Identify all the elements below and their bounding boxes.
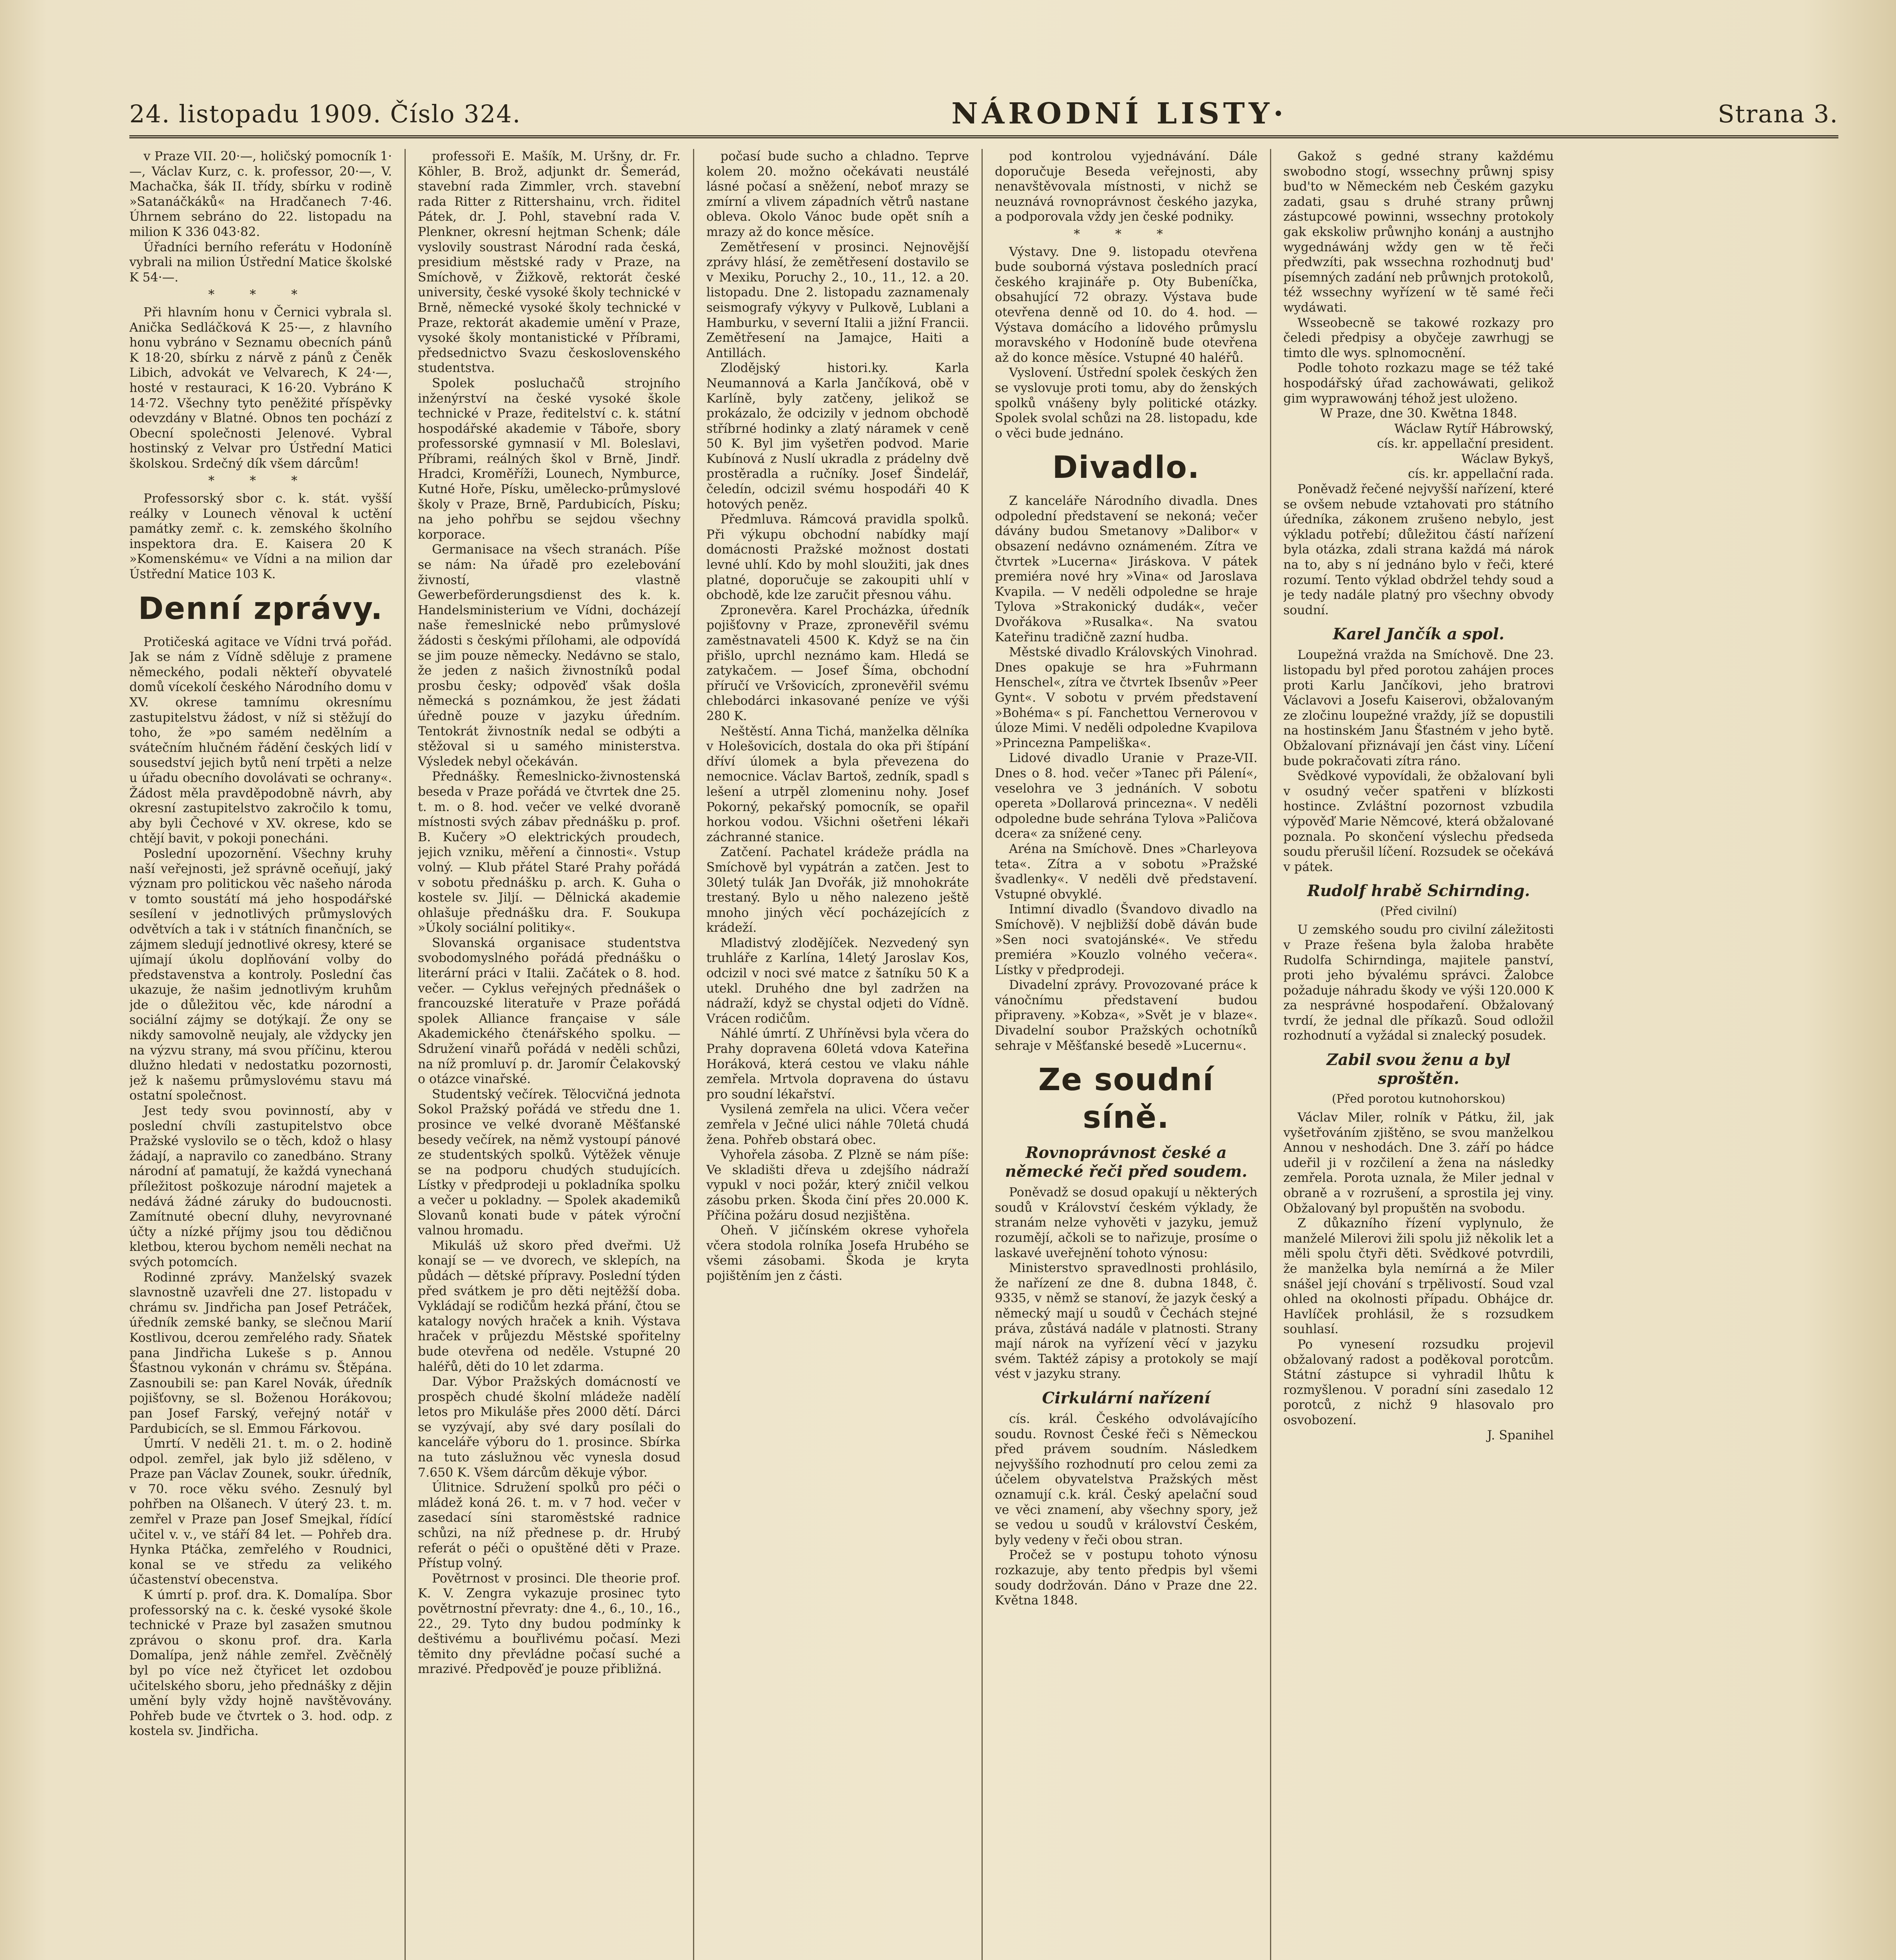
paragraph: Zlodějský histori.ky. Karla Neumannová a Karla Jančíková, obě v Karlíně, byly zatčeny, jelikož se prokázalo, že odcizily v jednom obchodě stříbrné hodinky a zlatý náramek v ceně 50 K. Byl jim vyšetřen podvod. Marie Kubínová z Nuslí ukradla z prádelny dvě prostěradla a ručníky. Josef Šindelář, čeledín, odcizil svému hospodáři 40 K hotových peněz. [706, 361, 969, 512]
column-rule [693, 149, 694, 1960]
paragraph: Spolek posluchačů strojního inženýrství na české vysoké škole technické v Praze, ředitelství c. k. státní hospodářské akademie v Táboře, sbory professorské gymnasií v Ml. Boleslavi, Příbrami, reálných škol v Brně, Jindř. Hradci, Kroměříži, Lounech, Nymburce, Kutné Hoře, Písku, umělecko-průmyslové školy v Praze, Brně, Pardubicích, Písku; na jeho pohřbu se sejdou všechny korporace. [418, 376, 680, 542]
paragraph: Náhlé úmrtí. Z Uhříněvsi byla včera do Prahy dopravena 60letá vdova Kateřina Horáková, která cestou ve vlaku náhle zemřela. Mrtvola dopravena do ústavu pro soudní lékařství. [706, 1027, 969, 1102]
paragraph: Po vynesení rozsudku projevil obžalovaný radost a poděkoval porotcům. Státní zástupce si vyhradil lhůtu k rozmyšlenou. V poradní síni zasedalo 12 porotců, z nichž 9 hlasovalo pro osvobození. [1283, 1337, 1554, 1427]
paragraph: Vysilená zemřela na ulici. Včera večer zemřela v Ječné ulici náhle 70letá chudá žena. Pohřeb obstará obec. [706, 1102, 969, 1147]
paragraph: Studentský večírek. Tělocvičná jednota Sokol Pražský pořádá ve středu dne 1. prosince ve velké dvoraně Měšťanské besedy večírek, na němž vystoupí pánové ze studentských spolků. Výtěžek věnuje se na podporu chudých studujících. Lístky v předprodeji u pokladníka spolku a večer u pokladny. — Spolek akademiků Slovanů konati bude v pátek výroční valnou hromadu. [418, 1087, 680, 1238]
page-number: Strana 3. [1718, 99, 1838, 128]
paragraph: Poněvadž se dosud opakují u některých soudů v Království českém výklady, že stranám nelze vyhověti v jazyku, jemuž rozumějí, ačkoli se to nařizuje, prosíme o laskavé uveřejnění tohoto výnosu: [995, 1185, 1257, 1260]
paragraph: v Praze VII. 20·—, holičský pomocník 1·—, Václav Kurz, c. k. professor, 20·—, V. Machačka, šák II. třídy, sbírku v rodině »Satanáčkáků« na Hradčanech 7·46. Úhrnem sebráno do 22. listopadu na milion K 336 043·82. [129, 149, 392, 239]
masthead-title: NÁRODNÍ LISTY· [951, 97, 1288, 131]
article-heading: Rovnoprávnost české a německé řeči před soudem. [1005, 1143, 1248, 1181]
paragraph: Professorský sbor c. k. stát. vyšší reálky v Lounech věnoval k uctění památky zemř. c. k. zemského školního inspektora dra. E. Kaisera 20 K »Komenskému« ve Vídni a na milion dar Ústřední Matice 103 K. [129, 492, 392, 582]
paragraph: Germanisace na všech stranách. Píše se nám: Na úřadě pro ezelebování živností, vlastně Gewerbeförderungsdienst des k. k. Handelsministerium ve Vídni, docházejí naše řemeslnické nebo průmyslové žádosti s českými přílohami, ale odpovídá se jim pouze německy. Nedávno se stalo, že jeden z našich živnostníků podal prosbu česky; odpověď však došla německá s poznámkou, že jest žádati úředně pouze v jazyku úředním. Tentokrát živnostník nedal se odbýti a stěžoval si u samého ministerstva. Výsledek nebyl očekáván. [418, 543, 680, 769]
column-5 [1283, 149, 1554, 1960]
divider: * * * [208, 288, 313, 302]
paragraph: Dar. Výbor Pražských domácností ve prospěch chudé školní mládeže nadělí letos pro Mikuláše přes 2000 dětí. Dárci se vyzývají, aby své dary posílali do kanceláře výboru do 1. prosince. Sbírka na tuto záslužnou věc vynesla dosud 7.650 K. Všem dárcům děkuje výbor. [418, 1375, 680, 1480]
paragraph: K úmrtí p. prof. dra. K. Domalípa. Sbor professorský na c. k. české vysoké škole technické v Praze byl zasažen smutnou zprávou o skonu prof. dra. Karla Domalípa, jenž náhle zemřel. Zvěčnělý byl po více než čtyřicet let ozdobou učitelského sboru, jeho přednášky z dějin umění byly vždy hojně navštěvovány. Pohřeb bude ve čtvrtek o 3. hod. odp. z kostela sv. Jindřicha. [129, 1588, 392, 1739]
paragraph: Pročež se v postupu tohoto výnosu rozkazuje, aby tento předpis byl všemi soudy dodržován. Dáno v Praze dne 22. Května 1848. [995, 1548, 1257, 1608]
paragraph: cís. král. Českého odvolávajícího soudu. Rovnost České řeči s Německou před právem soudním. Následkem nejvyššího rozhodnutí pro celou zemi za účelem obyvatelstva Pražských měst oznamují c.k. král. Český apelační soud ve věci znamení, aby všechny spory, jež se vedou u soudů v království Českém, byly vedeny v řeči obou stran. [995, 1412, 1257, 1547]
date-line: W Praze, dne 30. Kwětna 1848. [1320, 407, 1517, 421]
paragraph: Podle tohoto rozkazu mage se též také hospodářský úřad zachowáwati, gelikož gim wyprawowánj téhož jest uloženo. [1283, 361, 1554, 406]
article-subheading: (Před civilní) [1380, 904, 1457, 918]
paragraph: Svědkové vypovídali, že obžalovaní byli v osudný večer spatřeni v blízkosti hostince. Zvláštní pozornost vzbudila výpověď Marie Němcové, která obžalované poznala. Po skončení výslechu předseda soudu přerušil líčení. Rozsudek se očekává v pátek. [1283, 769, 1554, 874]
column-rule [1270, 149, 1271, 1960]
paragraph: Václav Miler, rolník v Pátku, žil, jak vyšetřováním zjištěno, se svou manželkou Annou v neshodách. Dne 3. září po hádce udeřil ji v rozčilení a žena na následky zemřela. Porota uznala, že Miler jednal v obraně a v rozrušení, a sprostila jej viny. Obžalovaný byl propuštěn na svobodu. [1283, 1111, 1554, 1216]
paragraph: počasí bude sucho a chladno. Teprve kolem 20. možno očekávati neustálé lásné počasí a sněžení, neboť mrazy se zmírní a vlivem západních větrů nastane obleva. Okolo Vánoc bude opět sníh a mrazy až do konce měsíce. [706, 149, 969, 239]
article-heading: Rudolf hrabě Schirnding. [1307, 882, 1530, 900]
paragraph: Divadelní zprávy. Provozované práce k vánočnímu představení budou připraveny. »Kobza«, »Svět je v blaze«. Divadelní soubor Pražských ochotníků sehraje v Měšťanské besedě »Lucernu«. [995, 978, 1257, 1053]
paragraph: Wsseobecně se takowé rozkazy pro čeledi předpisy a obyčeje zawrhugj se timto dle wys. splnomocnění. [1283, 316, 1554, 360]
column-rule [405, 149, 406, 1960]
paragraph: professoři E. Mašík, M. Uršny, dr. Fr. Köhler, B. Brož, adjunkt dr. Šemerád, stavební rada Zimmler, vrch. stavební rada Ritter z Rittershainu, vrch. řiditel Pátek, dr. J. Pohl, stavební rada V. Plenkner, okresní hejtman Schenk; dále vyslovily soustrast Národní rada česká, presidium městské rady v Praze, na Smíchově, v Žižkově, rektorát české university, české vysoké školy technické v Brně, německé vysoké školy technické v Praze, rektorát akademie umění v Praze, vysoké školy montanistické v Příbrami, předsednictvo Svazu československého studentstva. [418, 149, 680, 376]
section-heading: Divadlo. [1052, 450, 1200, 486]
divider: * * * [208, 474, 313, 488]
paragraph: Zatčení. Pachatel krádeže prádla na Smíchově byl vypátrán a zatčen. Jest to 30letý tulák Jan Dvořák, již mnohokráte trestaný. Bylo u něho nalezeno ještě mnoho jiných věcí pocházejících z krádeží. [706, 845, 969, 935]
column-2 [418, 149, 680, 1960]
column-rule [982, 149, 983, 1960]
paragraph: Zemětřesení v prosinci. Nejnovější zprávy hlásí, že zemětřesení dostavilo se v Mexiku, Poruchy 2., 10., 11., 12. a 20. listopadu. Dne 2. listopadu zaznamenaly seismografy výkyvy v Pulkově, Lublani a Hamburku, v severní Italii a jižní Francii. Zemětřesení na Jamajce, Haiti a Antillách. [706, 240, 969, 360]
paragraph: Vyhořela zásoba. Z Plzně se nám píše: Ve skladišti dřeva u zdejšího nádraží vypukl v noci požár, který zničil velkou zásobu prken. Škoda činí přes 20.000 K. Příčina požáru dosud nezjištěna. [706, 1148, 969, 1223]
paragraph: Povětrnost v prosinci. Dle theorie prof. K. V. Zengra vykazuje prosinec tyto povětrnostní převraty: dne 4., 6., 10., 16., 22., 29. Tyto dny budou podmínky k deštivému a bouřlivému počasí. Mezi těmito dny převládne počasí suché a mrazivé. Předpověď je pouze přibližná. [418, 1571, 680, 1677]
signature: Wáclaw Bykyš, [1461, 452, 1554, 466]
paragraph: Městské divadlo Královských Vinohrad. Dnes opakuje se hra »Fuhrmann Henschel«, zítra ve čtvrtek Ibsenův »Peer Gynt«. V sobotu v prvém představení »Bohéma« s pí. Fanchettou Vernerovou v úloze Mimi. V neděli odpoledne Kvapilova »Princezna Pampeliška«. [995, 645, 1257, 750]
paragraph: Intimní divadlo (Švandovo divadlo na Smíchově). V nejbližší době dáván bude »Sen noci svatojánské«. Ve středu premiéra »Kouzlo volného večera«. Lístky v předprodeji. [995, 902, 1257, 977]
column-4 [995, 149, 1257, 1960]
paragraph: Z kanceláře Národního divadla. Dnes odpolední představení se nekoná; večer dávány budou Smetanovy »Dalibor« v obsazení nedávno oznámeném. Zítra ve čtvrtek »Lucerna« Jiráskova. V pátek premiéra nové hry »Vina« od Jaroslava Kvapila. — V neděli odpoledne se hraje Tylova »Strakonický dudák«, večer Dvořákova »Rusalka«. Na svatou Kateřinu tradičně zazní hudba. [995, 494, 1257, 644]
paragraph: Jest tedy svou povinností, aby v poslední chvíli zastupitelstvo obce Pražské vyslovilo se o těch, kdož o hlasy žádají, a napravilo co zanedbáno. Strany národní ať pamatují, že každá vynechaná příležitost poškozuje národní majetek a nedává žádné záruky do budoucnosti. Zamítnuté obecní dluhy, nevyrovnané účty a nízké příjmy jsou tou dědičnou kletbou, kterou bychom neměli nechat na svých potomcích. [129, 1104, 392, 1269]
signature-title: cís. kr. appellační rada. [1408, 467, 1554, 481]
article-heading: Zabil svou ženu a byl sproštěn. [1326, 1051, 1511, 1088]
paragraph: Z důkazního řízení vyplynulo, že manželé Milerovi žili spolu již několik let a měli spolu čtyři děti. Svědkové potvrdili, že manželka byla nemírná a že Miler snášel její chování s trpělivostí. Soud vzal ohled na okolnosti případu. Obhájce dr. Havlíček prohlásil, že s rozsudkem souhlasí. [1283, 1216, 1554, 1337]
paragraph: Vyslovení. Ústřední spolek českých žen se vyslovuje proti tomu, aby do ženských spolků vnášeny byly politické otázky. Spolek svolal schůzi na 28. listopadu, kde o věci bude jednáno. [995, 366, 1257, 441]
paragraph: Mikuláš už skoro před dveřmi. Už konají se — ve dvorech, ve sklepích, na půdách — dětské přípravy. Poslední týden před svátkem je pro děti nejtěžší doba. Vykládají se rodičům hezká přání, čtou se katalogy nových hraček a knih. Výstava hraček v průjezdu Městské spořitelny bude otevřena od neděle. Vstupné 20 haléřů, děti do 10 let zdarma. [418, 1238, 680, 1374]
paragraph: Gakož s gedné strany každému swobodno stogí, wssechny průwnj spisy bud'to w Německém neb Českém gazyku zadati, gsau s druhé strany průwnj zástupcowé powinni, wssechny protokoly gak ekskoliw průwnjho konánj a austnjho wygednáwánj wždy gen w tě řeči předwzíti, pak wssechna rozhodnutj bud' písemných zadání neb průwnjch protokolů, též wssechny wyřízení w tě samé řeči wydáwati. [1283, 149, 1554, 315]
paragraph: Rodinné zprávy. Manželský svazek slavnostně uzavřeli dne 27. listopadu v chrámu sv. Jindřicha pan Josef Petráček, úředník zemské banky, se slečnou Marií Kostlivou, dcerou zemřelého rady. Sňatek pana Jindřicha Lukeše s p. Annou Šťastnou vykonán v chrámu sv. Štěpána. Zasnoubili se: pan Karel Novák, úředník pojišťovny, se sl. Boženou Horákovou; pan Josef Farský, veřejný notář v Pardubicích, se sl. Emmou Fárkovou. [129, 1270, 392, 1436]
article-heading: Karel Jančík a spol. [1333, 625, 1504, 644]
paragraph: Při hlavním honu v Černici vybrala sl. Anička Sedláčková K 25·—, z hlavního honu vybráno v Seznamu obecních pánů K 18·20, sbírku z nárvě z pánů z Čeněk Libich, advokát ve Velvarech, K 24·—, hosté v restauraci, K 16·20. Vybráno K 14·72. Všechny tyto peněžité příspěvky odevzdány v Blatné. Obnos ten pochází z Obecní společnosti Jelenové. Vybral hostinský z Velvar pro Ústřední Matici školskou. Srdečný dík všem dárcům! [129, 305, 392, 471]
paragraph: Předmluva. Rámcová pravidla spolků. Při výkupu obchodní nabídky mají domácnosti Pražské možnost dostati levné uhlí. Kdo by mohl sloužiti, jak dnes platné, doporučuje se zakoupiti uhlí v obchodě, kde lze zaručit přesnou váhu. [706, 512, 969, 603]
divider: * * * [1074, 227, 1179, 241]
paragraph: Poslední upozornění. Všechny kruhy naší veřejnosti, jež správně oceňují, jaký význam pro politickou věc našeho národa v tomto soustátí má jeho hospodářské sesílení v jednotlivých průmyslových odvětvích a tak i v státních finančních, se zájmem sledují jednotlivé okresy, které se ujímají úkolu doplňování volby do představenstva a kontroly. Poslední čas ukazuje, že našim jednotlivým kruhům jde o důležitou věc, kde národní a sociální zájmy se dotýkají. Že ony se nikdy samovolně neujaly, ale vždycky jen na výzvu strany, má svou příčinu, kterou dlužno hledati v nedostatku pozornosti, jež k našemu průmyslovému stavu má ostatní společnost. [129, 846, 392, 1103]
article-heading: Cirkulární nařízení [1042, 1388, 1210, 1407]
paragraph: Aréna na Smíchově. Dnes »Charleyova teta«. Zítra a v sobotu »Pražské švadlenky«. V neděli dvě představení. Vstupné obvyklé. [995, 842, 1257, 902]
column-1 [129, 149, 392, 1960]
paragraph: Lidové divadlo Uranie v Praze-VII. Dnes o 8. hod. večer »Tanec při Pálení«, veselohra ve 3 jednáních. V sobotu opereta »Dollarová princezna«. V neděli odpoledne bude sehrána Tylova »Paličova dcera« za snížené ceny. [995, 751, 1257, 841]
paragraph: Neštěstí. Anna Tichá, manželka dělníka v Holešovicích, dostala do oka při štípání dříví úlomek a byla převezena do nemocnice. Václav Bartoš, zedník, spadl s lešení a utrpěl zlomeninu nohy. Josef Pokorný, pekařský pomocník, se opařil horkou vodou. Všichni ošetřeni lékaři záchranné stanice. [706, 724, 969, 844]
section-heading: Ze soudní síně. [1038, 1062, 1214, 1136]
paragraph: Poněvadž řečené nejvyšší nařízení, které se ovšem nebude vztahovati pro státního úředníka, zákonem zrušeno nebylo, jest výkladu potřebí; důležitou částí nařízení byla otázka, zdali strana každá má nárok na to, aby s ní jednáno bylo v řeči, které rozumí. Tento výklad obdržel tehdy soud a je tedy nadále platný pro všechny obvody soudní. [1283, 482, 1554, 617]
paragraph: Protičeská agitace ve Vídni trvá pořád. Jak se nám z Vídně sděluje z pramene německého, podali někteří obyvatelé domů vícekolí českého Národního domu v XV. okrese tamnímu okresnímu zastupitelstvu žádost, v níž si stěžují do toho, že »po samém nedělním a svátečním hlučném řádění českých lidí v sousedství jejich bytů není trpěti a nelze u úřadu obecního dovolávati se ochrany«. Žádost měla pravděpodobně návrh, aby okresní zastupitelstvo zakročilo k tomu, aby byli Čechové v XV. okrese, kdo se chtějí bavit, v pokoji ponecháni. [129, 635, 392, 846]
paragraph: Přednášky. Řemeslnicko-živnostenská beseda v Praze pořádá ve čtvrtek dne 25. t. m. o 8. hod. večer ve velké dvoraně místnosti svých zábav přednášku p. prof. B. Kučery »O elektrických proudech, jejich vzniku, měření a činnosti«. Vstup volný. — Klub přátel Staré Prahy pořádá v sobotu přednášku p. arch. K. Guha o kostele sv. Jiljí. — Dělnická akademie ohlašuje přednášku dra. F. Soukupa »Úkoly sociální politiky«. [418, 769, 680, 935]
paragraph: pod kontrolou vyjednávání. Dále doporučuje Beseda veřejnosti, aby nenavštěvovala místnosti, v nichž se neuznává rovnoprávnost českého jazyka, a podporovala vždy jen české podniky. [995, 149, 1257, 224]
paragraph: Oheň. V jičínském okrese vyhořela včera stodola rolníka Josefa Hrubého se všemi zásobami. Škoda je kryta pojištěním jen z části. [706, 1223, 969, 1283]
paragraph: Zpronevěra. Karel Procházka, úředník pojišťovny v Praze, zpronevěřil svému zaměstnavateli 4500 K. Když se na čin přišlo, uprchl neznámo kam. Hledá se zatykačem. — Josef Šíma, obchodní příručí ve Vršovicích, zpronevěřil svému chlebodárci inkasované peníze ve výši 280 K. [706, 603, 969, 723]
issue-date: 24. listopadu 1909. Číslo 324. [129, 99, 521, 128]
paragraph: Loupežná vražda na Smíchově. Dne 23. listopadu byl před porotou zahájen proces proti Karlu Jančíkovi, jeho bratrovi Václavovi a Josefu Kaiserovi, obžalovaným ze zločinu loupežné vraždy, jíž se dopustili na hostinském Janu Šťastném v jeho bytě. Obžalovaní přiznávají jen část viny. Líčení bude pokračovati zítra ráno. [1283, 648, 1554, 768]
article-subheading: (Před porotou kutnohorskou) [1332, 1092, 1506, 1106]
paragraph: Výstavy. Dne 9. listopadu otevřena bude souborná výstava posledních prací českého krajináře p. Oty Bubeníčka, obsahující 72 obrazy. Výstava bude otevřena denně od 10. do 4. hod. — Výstava domácího a lidového průmyslu moravského v Hodoníně bude otevřena až do konce měsíce. Vstupné 40 haléřů. [995, 245, 1257, 365]
signature: Wáclaw Rytíř Hábrowský, [1394, 421, 1554, 436]
paragraph: Ministerstvo spravedlnosti prohlásilo, že nařízení ze dne 8. dubna 1848, č. 9335, v němž se stanoví, že jazyk český a německý mají u soudů v Čechách stejné práva, zůstává nadále v platnosti. Strany mají nárok na vyřízení věcí v jazyku svém. Taktéž zápisy a protokoly se mají vést v jazyku strany. [995, 1261, 1257, 1381]
paragraph: Mladistvý zlodějíček. Nezvedený syn truhláře z Karlína, 14letý Jaroslav Kos, odcizil v noci své matce z šatníku 50 K a utekl. Druhého dne byl zadržen na nádraží, když se chystal odjeti do Vídně. Vrácen rodičům. [706, 936, 969, 1026]
article-columns [129, 149, 1838, 1960]
page-header [129, 92, 1838, 138]
signature-title: cís. kr. appellační president. [1377, 437, 1554, 451]
paragraph: Úlitnice. Sdružení spolků pro péči o mládež koná 26. t. m. v 7 hod. večer v zasedací síni staroměstské radnice schůzi, na níž přednese p. dr. Hrubý referát o péči o opuštěné děti v Praze. Přístup volný. [418, 1481, 680, 1571]
paragraph: Úmrtí. V neděli 21. t. m. o 2. hodině odpol. zemřel, jak bylo již sděleno, v Praze pan Václav Zounek, soukr. úředník, v 70. roce věku svého. Zesnulý byl pohřben na Olšanech. V úterý 23. t. m. zemřel v Praze pan Josef Smejkal, řídící učitel v. v., ve stáří 84 let. — Pohřeb dra. Hynka Ptáčka, zemřelého v Roudnici, konal se ve středu za velikého účastenství obecenstva. [129, 1437, 392, 1587]
column-3 [706, 149, 969, 1960]
paragraph: Úřadníci berního referátu v Hodoníně vybrali na milion Ústřední Matice školské K 54·—. [129, 240, 392, 285]
signature: J. Spanihel [1487, 1428, 1554, 1443]
paragraph: Slovanská organisace studentstva svobodomyslného pořádá přednášku o literární práci v Italii. Začátek o 8. hod. večer. — Cyklus veřejných přednášek o francouzské literatuře v Praze pořádá spolek Alliance française v sále Akademického čtenářského spolku. — Sdružení vinařů pořádá v neděli schůzi, na níž promluví p. dr. Jaromír Čelakovský o otázce vinařské. [418, 936, 680, 1087]
paragraph: U zemského soudu pro civilní záležitosti v Praze řešena byla žaloba hraběte Rudolfa Schirndinga, majitele panství, proti jeho bývalému správci. Žalobce požaduje náhradu škody ve výši 120.000 K za nesprávné hospodaření. Obžalovaný tvrdí, že jednal dle příkazů. Soud odložil rozhodnutí a vyžádal si znalecký posudek. [1283, 923, 1554, 1043]
section-heading: Denní zprávy. [138, 591, 383, 626]
